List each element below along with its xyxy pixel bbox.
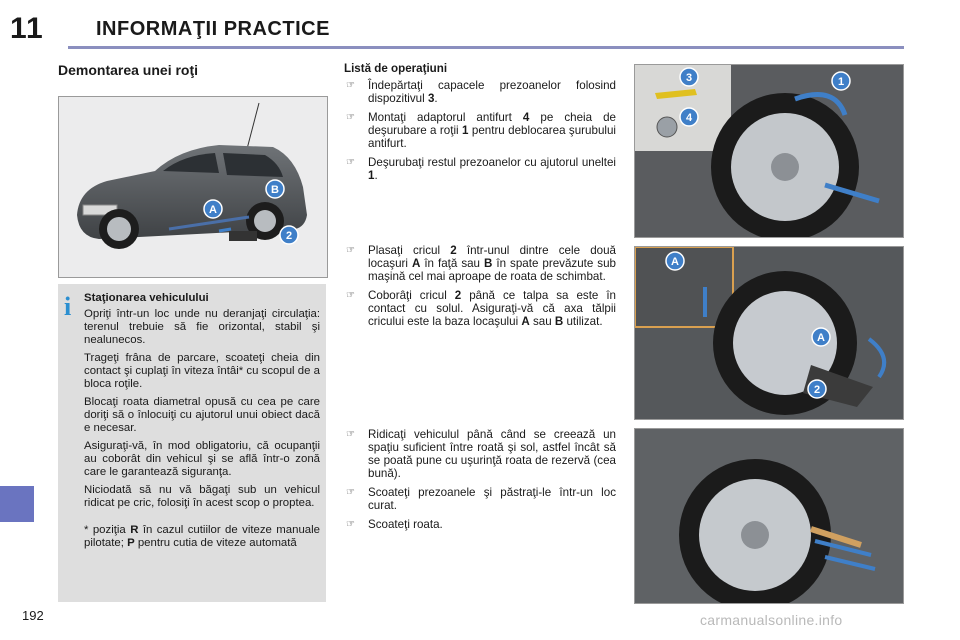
callout-4: 4 bbox=[685, 112, 693, 124]
info-paragraph: Asiguraţi-vă, în mod obligatoriu, că ocupanţii au coborât din vehicul şi se află într-o zonă care le garantează siguranţa. bbox=[84, 440, 320, 478]
pointing-hand-icon: ☞ bbox=[346, 487, 355, 498]
watermark: carmanualsonline.info bbox=[700, 612, 843, 628]
pointing-hand-icon: ☞ bbox=[346, 112, 355, 123]
info-heading: Staţionarea vehiculului bbox=[84, 292, 209, 304]
operations-group-2 bbox=[344, 244, 616, 334]
callout-2: 2 bbox=[813, 384, 821, 396]
chapter-title: INFORMAŢII PRACTICE bbox=[96, 18, 330, 40]
operations-group-1 bbox=[344, 62, 616, 188]
page-number: 192 bbox=[22, 608, 44, 623]
list-item: ☞ Ridicaţi vehiculul până când se creează un spaţiu suficient între roată şi sol, astfel încât să se poată pune cu uşurinţă roata de rezervă (cea bună). bbox=[346, 428, 616, 480]
chapter-number: 11 bbox=[10, 12, 44, 45]
jack-placement-photo bbox=[634, 246, 904, 420]
list-item: ☞ Deşurubaţi restul prezoanelor cu ajutorul uneltei 1. bbox=[346, 156, 616, 182]
info-icon: i bbox=[64, 292, 72, 321]
section-title: Demontarea unei roţi bbox=[58, 62, 199, 78]
pointing-hand-icon: ☞ bbox=[346, 429, 355, 440]
list-item: ☞ Scoateţi prezoanele şi păstraţi-le într-un loc curat. bbox=[346, 486, 616, 512]
operations-title: Listă de operaţiuni bbox=[344, 62, 448, 75]
pointing-hand-icon: ☞ bbox=[346, 519, 355, 530]
info-footnote: * poziţia R în cazul cutiilor de viteze manuale pilotate; P pentru cutia de viteze automată bbox=[84, 524, 320, 549]
info-content bbox=[84, 292, 320, 555]
callout-3: 3 bbox=[685, 72, 693, 84]
list-item: ☞ Plasaţi cricul 2 într-unul dintre cele două locaşuri A în faţă sau B în spate prevăzute sub maşină cel mai aproape de roata de schimbat. bbox=[346, 244, 617, 283]
wheel-tools-photo bbox=[634, 64, 904, 238]
chapter-tab bbox=[0, 486, 34, 522]
callout-a: A bbox=[671, 256, 679, 268]
callout-a: A bbox=[817, 332, 825, 344]
list-item: ☞ Coborâţi cricul 2 până ce talpa sa este în contact cu solul. Asiguraţi-vă că axa tălpii cricului este la baza locaşului A sau B utilizat. bbox=[346, 289, 616, 328]
callout-b: B bbox=[271, 184, 279, 196]
header-rule bbox=[68, 46, 904, 49]
operations-group-3 bbox=[344, 428, 616, 537]
callout-a: A bbox=[209, 204, 217, 216]
info-box bbox=[58, 284, 326, 602]
pointing-hand-icon: ☞ bbox=[346, 157, 355, 168]
car-illustration bbox=[58, 96, 328, 278]
info-paragraph: Blocaţi roata diametral opusă cu cea pe care doriţi să o înlocuiţi cu ajutorul unui obiect dacă e necesar. bbox=[84, 396, 320, 434]
list-item: ☞ Montaţi adaptorul antifurt 4 pe cheia de deşurubare a roţii 1 pentru deblocarea şurubului antifurt. bbox=[346, 111, 616, 150]
pointing-hand-icon: ☞ bbox=[346, 290, 355, 301]
callout-1: 1 bbox=[837, 76, 845, 88]
list-item: ☞ Scoateţi roata. bbox=[346, 518, 443, 531]
callout-2: 2 bbox=[285, 230, 293, 242]
remove-bolts-photo bbox=[634, 428, 904, 604]
pointing-hand-icon: ☞ bbox=[346, 80, 355, 91]
pointing-hand-icon: ☞ bbox=[346, 245, 355, 256]
info-paragraph: Trageţi frâna de parcare, scoateţi cheia din contact şi cuplaţi în viteza întâi* cu scopul de a bloca roţile. bbox=[84, 352, 320, 390]
list-item: ☞ Îndepărtaţi capacele prezoanelor folosind dispozitivul 3. bbox=[346, 79, 616, 105]
info-paragraph: Opriţi într-un loc unde nu deranjaţi circulaţia: terenul trebuie să fie orizontal, stabil şi nealunecos. bbox=[84, 308, 320, 346]
info-paragraph: Niciodată să nu vă băgaţi sub un vehicul ridicat pe cric, folosiţi în acest scop o proptea. bbox=[84, 484, 320, 509]
